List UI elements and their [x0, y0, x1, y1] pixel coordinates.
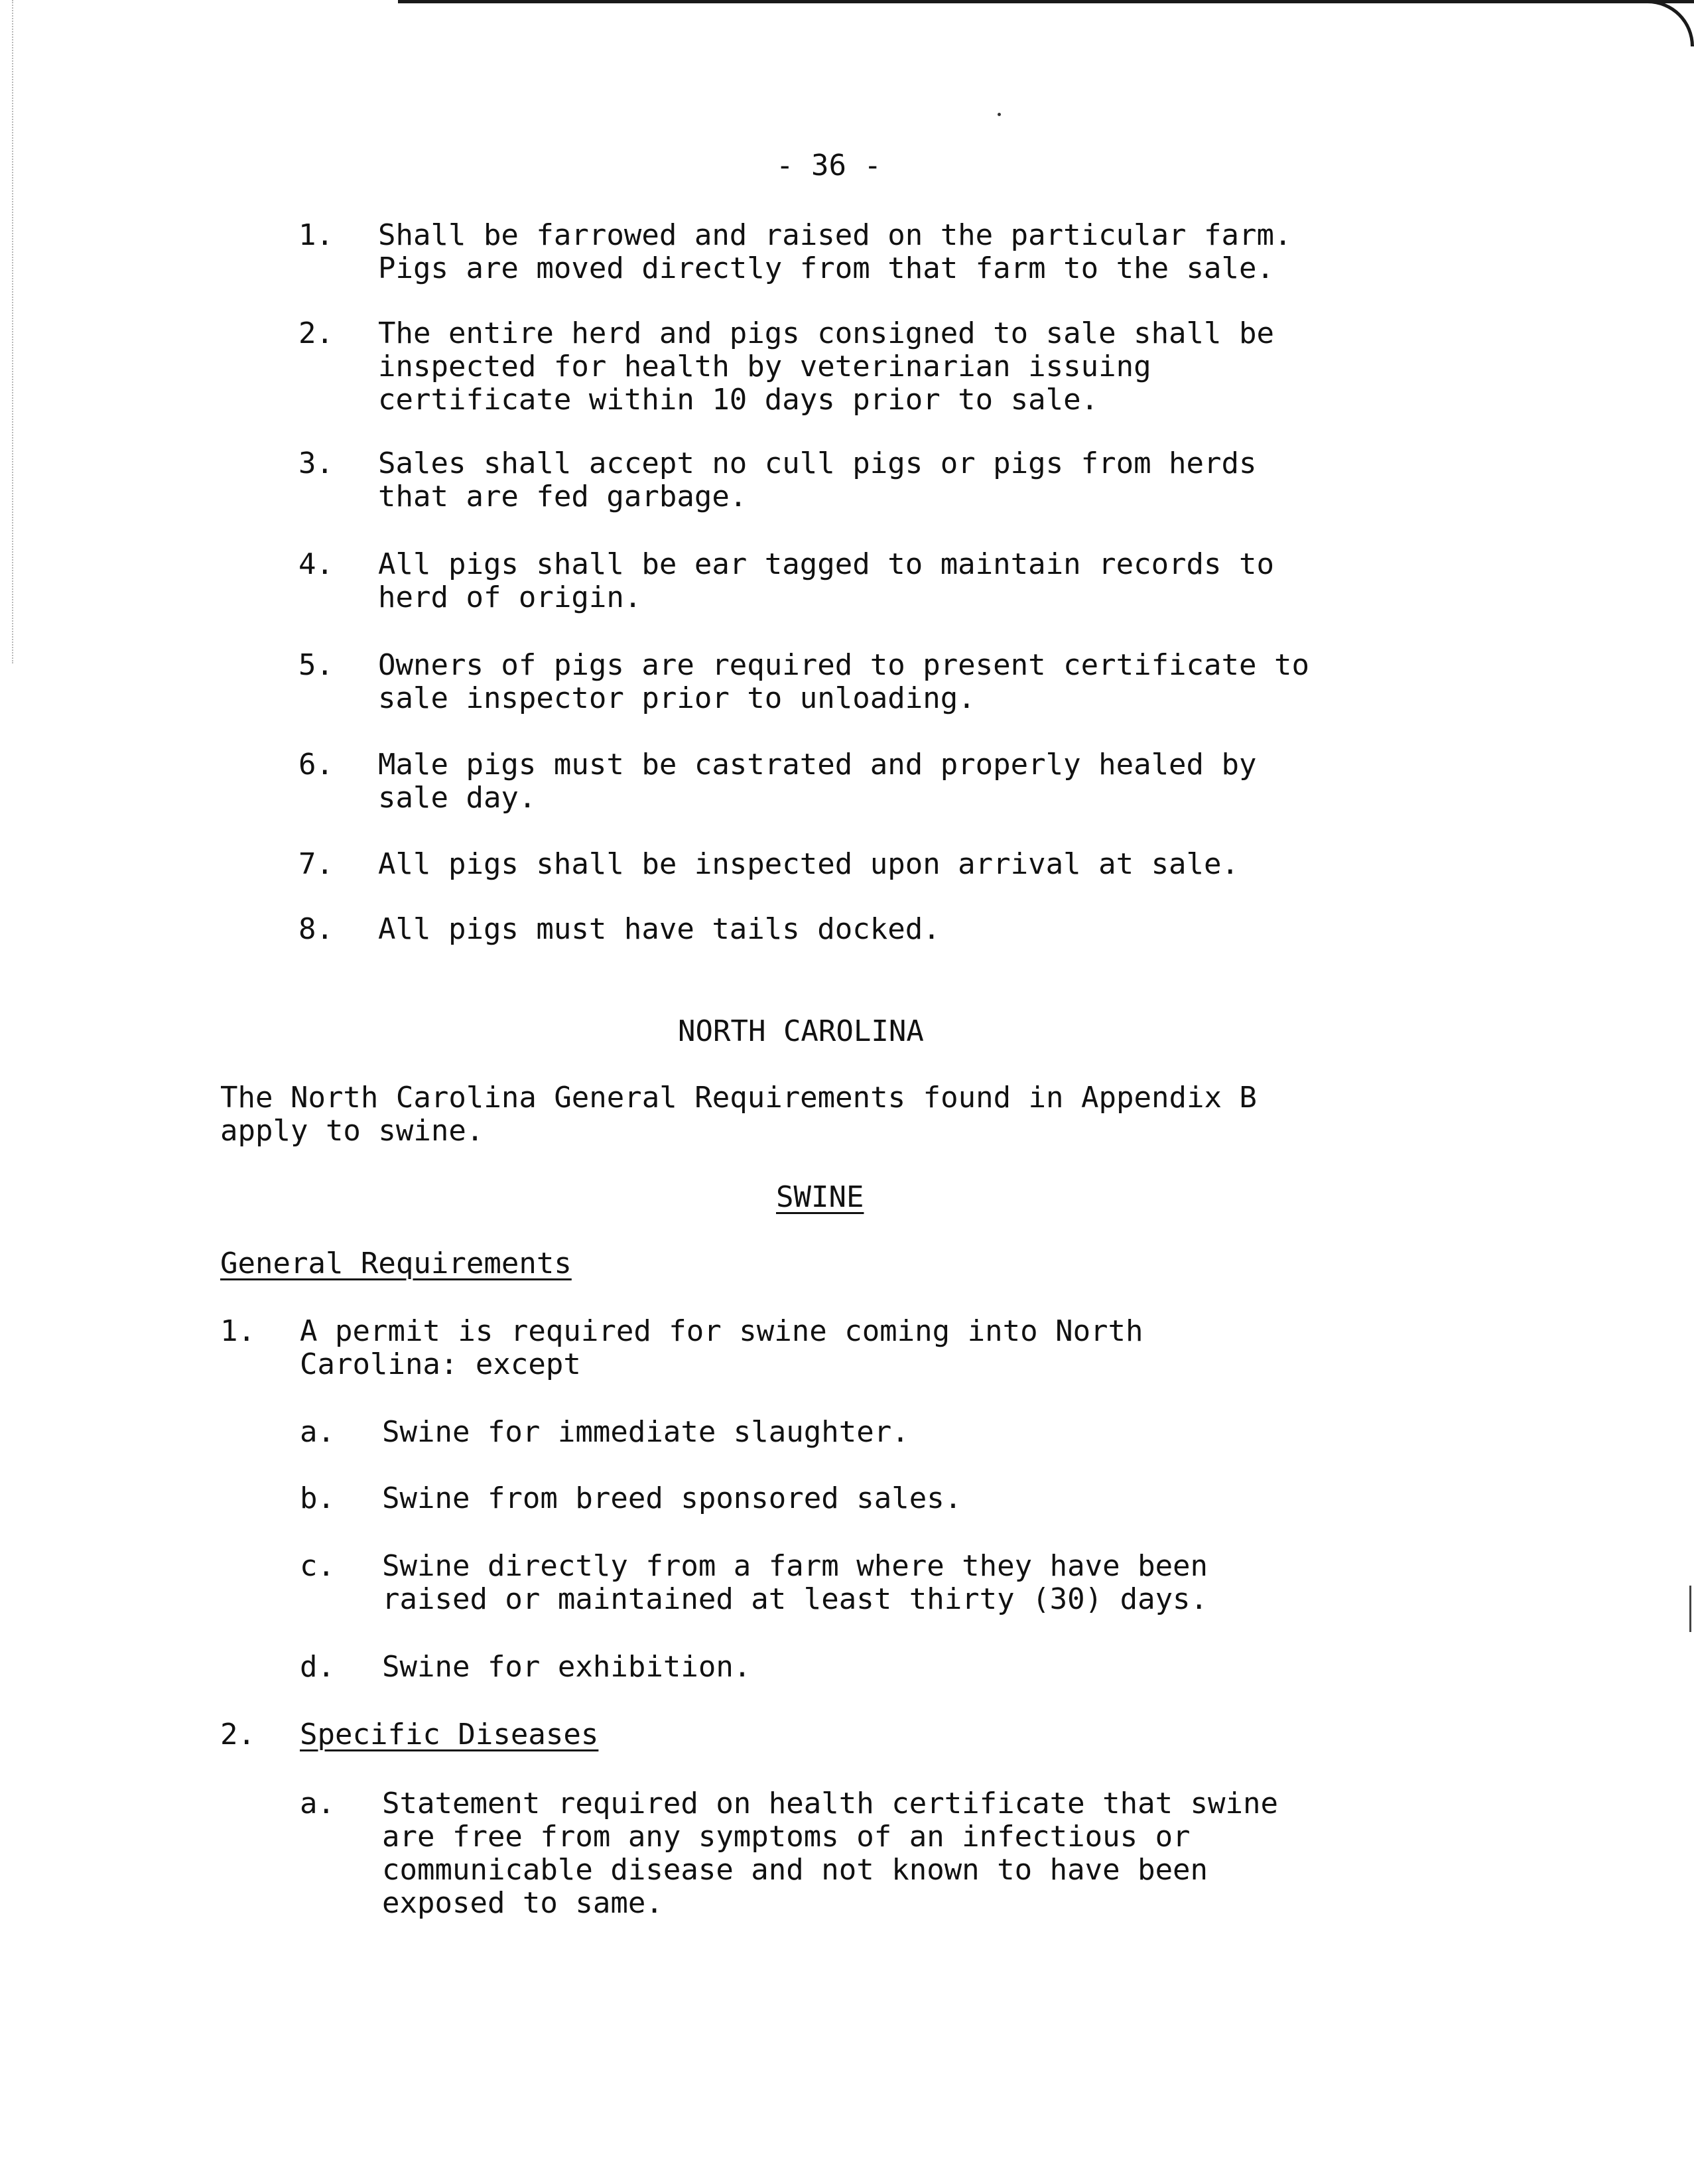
- list-item-line: sale inspector prior to unloading.: [378, 681, 976, 715]
- requirement-number: 1.: [220, 1314, 255, 1348]
- list-item-line: certificate within 10 days prior to sale.: [378, 383, 1099, 417]
- sub-item-line: raised or maintained at least thirty (30) days.: [382, 1582, 1208, 1616]
- general-requirements-heading: General Requirements: [220, 1247, 572, 1280]
- sub-item-line: Swine directly from a farm where they have been: [382, 1549, 1208, 1583]
- requirement-line: Carolina: except: [300, 1347, 581, 1381]
- requirement-line: A permit is required for swine coming into North: [300, 1314, 1143, 1348]
- list-item-number: 4.: [298, 547, 334, 581]
- left-scan-edge: [0, 0, 13, 663]
- list-item-number: 2.: [298, 316, 334, 350]
- sub-item-letter: a.: [300, 1787, 335, 1820]
- sub-item-letter: d.: [300, 1650, 335, 1684]
- requirement-number: 2.: [220, 1718, 255, 1751]
- list-item-line: All pigs shall be ear tagged to maintain records to: [378, 547, 1275, 581]
- list-item-number: 6.: [298, 748, 334, 782]
- page-number: - 36 -: [776, 149, 881, 182]
- state-heading: NORTH CAROLINA: [678, 1014, 924, 1048]
- sub-item-line: Swine for immediate slaughter.: [382, 1415, 909, 1449]
- list-item-line: Male pigs must be castrated and properly healed by: [378, 748, 1257, 782]
- list-item-line: herd of origin.: [378, 580, 642, 614]
- section-heading: SWINE: [776, 1180, 864, 1214]
- list-item-number: 1.: [298, 218, 334, 252]
- sub-item-line: are free from any symptoms of an infectious or: [382, 1820, 1191, 1854]
- sub-item-line: Swine for exhibition.: [382, 1650, 751, 1684]
- list-item-line: All pigs must have tails docked.: [378, 912, 941, 946]
- sub-item-line: Statement required on health certificate that swine: [382, 1787, 1279, 1820]
- list-item-line: Sales shall accept no cull pigs or pigs from herds: [378, 446, 1257, 480]
- list-item-line: Shall be farrowed and raised on the particular farm.: [378, 218, 1292, 252]
- list-item-number: 5.: [298, 648, 334, 682]
- list-item-number: 7.: [298, 847, 334, 881]
- list-item-line: sale day.: [378, 781, 537, 815]
- list-item-line: inspected for health by veterinarian issuing: [378, 350, 1151, 383]
- list-item-line: Pigs are moved directly from that farm to the sale.: [378, 251, 1275, 285]
- list-item-number: 8.: [298, 912, 334, 946]
- state-intro-line: The North Carolina General Requirements found in Appendix B: [220, 1081, 1257, 1115]
- top-edge-rule: [398, 0, 1694, 3]
- sub-item-letter: c.: [300, 1549, 335, 1583]
- list-item-number: 3.: [298, 446, 334, 480]
- list-item-line: The entire herd and pigs consigned to sale shall be: [378, 316, 1275, 350]
- list-item-line: All pigs shall be inspected upon arrival at sale.: [378, 847, 1240, 881]
- sub-item-line: Swine from breed sponsored sales.: [382, 1481, 962, 1515]
- list-item-line: Owners of pigs are required to present certificate to: [378, 648, 1309, 682]
- sub-item-line: exposed to same.: [382, 1886, 663, 1920]
- state-intro-line: apply to swine.: [220, 1114, 484, 1148]
- list-item-line: that are fed garbage.: [378, 480, 748, 513]
- sub-item-letter: b.: [300, 1481, 335, 1515]
- specific-diseases-heading: Specific Diseases: [300, 1718, 599, 1751]
- page-corner-curl: [1648, 0, 1694, 46]
- right-edge-mark: [1689, 1586, 1691, 1632]
- scan-speck: [998, 113, 1001, 116]
- sub-item-letter: a.: [300, 1415, 335, 1449]
- sub-item-line: communicable disease and not known to have been: [382, 1853, 1208, 1887]
